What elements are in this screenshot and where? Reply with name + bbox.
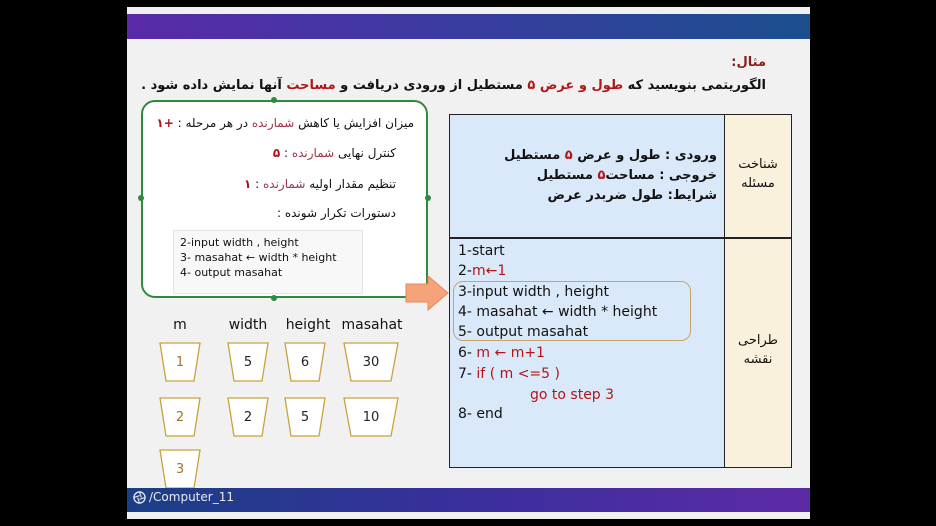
algo-step: 7- if ( m <=5 ) [458,366,560,382]
var-cell-height: 5 [284,397,326,437]
var-cell-masahat: 30 [343,342,399,382]
bottom-banner [127,488,810,512]
algo-step: 3-input width , height [458,284,609,300]
note-connector-dot [271,295,277,301]
spec-input: ورودی : طول و عرض ۵ مستطیل [504,148,717,163]
channel-brand: /Computer_11 [133,490,234,504]
algo-step: 2-m←1 [458,263,507,279]
note-connector-dot [425,195,431,201]
spec-conditions: شرایط: طول ضربدر عرض [547,188,717,203]
var-cell-m: 1 [159,342,201,382]
note-final-control: کنترل نهایی شمارنده : ۵ [272,146,396,160]
spec-output: خروجی : مساحت۵ مستطیل [536,168,717,183]
table-row-divider [450,237,791,239]
algo-step: 8- end [458,406,503,422]
note-connector-dot [138,195,144,201]
var-cell-m: 3 [159,449,201,489]
note-connector-dot [271,97,277,103]
var-header-height: height [285,317,331,333]
var-cell-width: 5 [227,342,269,382]
var-cell-height: 6 [284,342,326,382]
algo-step: 1-start [458,243,505,259]
row-label-problem-understanding: شناخت مسئله [738,157,778,191]
algo-step-goto: go to step 3 [530,387,615,403]
note-initial-value: تنظیم مقدار اولیه شمارنده : ۱ [244,177,396,191]
repeat-code-box [173,230,363,294]
arrow-right-icon [404,274,450,312]
algo-step: 6- m ← m+1 [458,345,545,361]
code-line: 4- output masahat [180,266,283,279]
var-header-m: m [173,317,187,333]
algo-step: 5- output masahat [458,324,589,340]
loop-notes-box [141,100,428,298]
row-label-plan-design: طراحی نقشه [737,333,778,367]
top-banner [127,14,810,39]
algorithm-table [449,114,792,468]
var-cell-m: 2 [159,397,201,437]
var-cell-masahat: 10 [343,397,399,437]
var-header-masahat: masahat [341,317,403,333]
algo-step: 4- masahat ← width * height [458,304,658,320]
example-label: مثال: [731,55,766,70]
var-header-width: width [228,317,268,333]
code-line: 2-input width , height [180,236,299,249]
code-line: 3- masahat ← width * height [180,251,337,264]
note-repeat-commands: دستورات تکرار شونده : [276,206,396,220]
note-increment: میزان افزایش یا کاهش شمارنده در هر مرحله : +۱ [156,116,414,130]
problem-statement: الگوریتمی بنویسید که طول و عرض ۵ مستطیل از ورودی دریافت و مساحت آنها نمایش داده شود . [141,78,766,93]
slide [127,7,810,519]
var-cell-width: 2 [227,397,269,437]
aperture-icon [133,491,146,504]
